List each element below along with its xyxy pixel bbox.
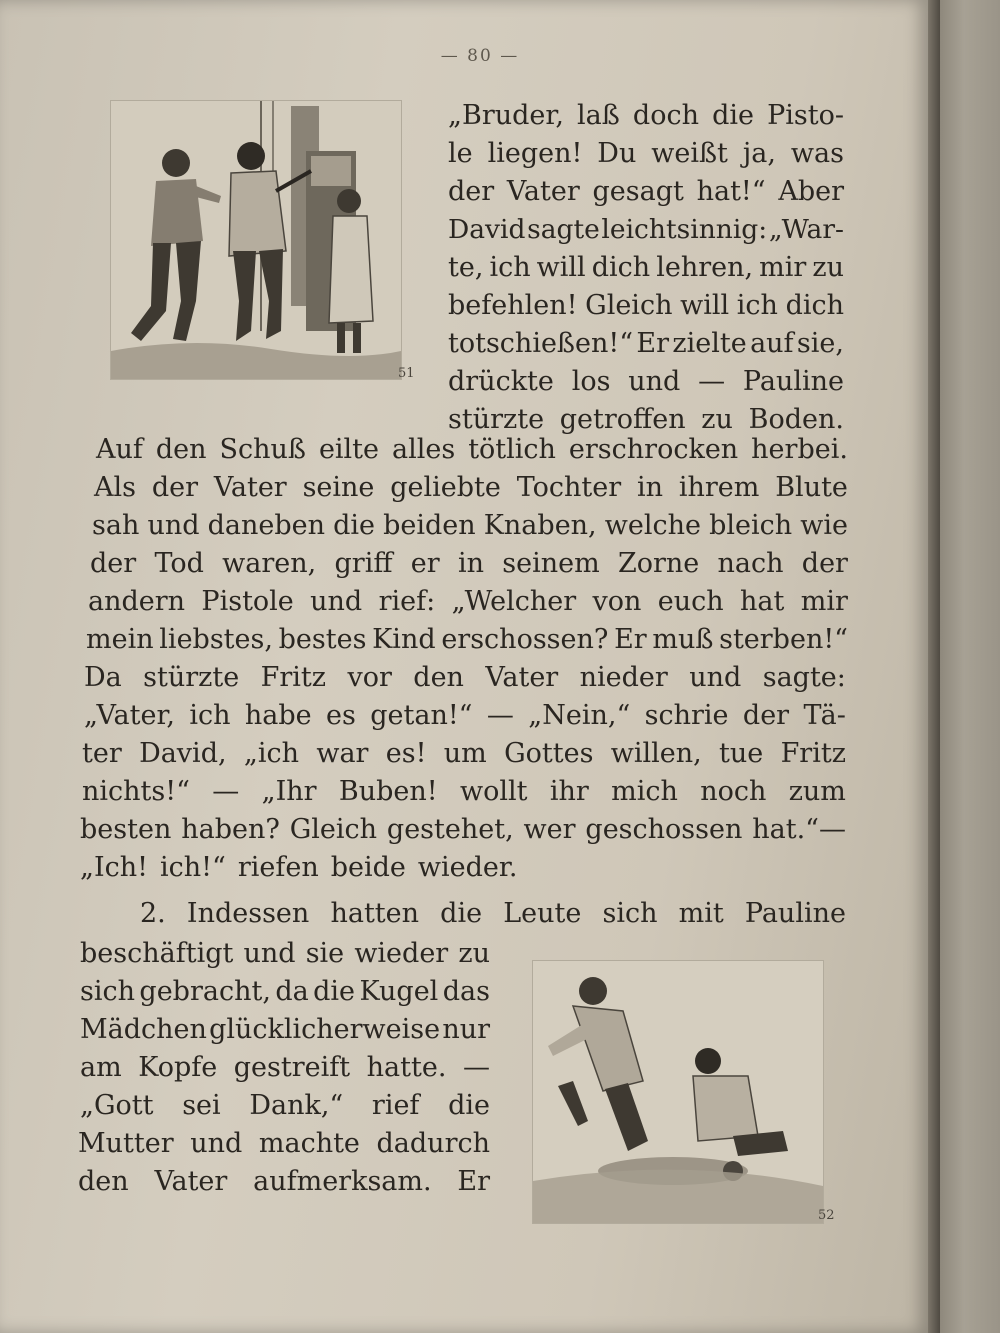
text-line: andern Pistole und rief: „Welcher von euch hat mir (88, 586, 848, 617)
text-line: Da stürzte Fritz vor den Vater nieder und sagte: (84, 662, 846, 693)
text-line: Mädchen glücklicherweise nur (80, 1014, 490, 1045)
text-line: „Ich! ich!“ riefen beide wieder. (80, 852, 518, 883)
text-line: mein liebstes, bestes Kind erschossen? Er muß sterben!“ (86, 624, 848, 655)
figure-number: 52 (818, 1208, 835, 1223)
text-line: te, ich will dich lehren, mir zu (448, 252, 844, 283)
text-line: der Tod waren, griff er in seinem Zorne nach der (90, 548, 848, 579)
text-line: Auf den Schuß eilte alles tötlich erschrocken herbei. (96, 434, 848, 465)
page-number: — 80 — (440, 46, 520, 66)
text-line: 2. Indessen hatten die Leute sich mit Pauline (140, 898, 846, 929)
text-line: „Gott sei Dank,“ rief die (80, 1090, 490, 1121)
text-line: sah und daneben die beiden Knaben, welche bleich wie (92, 510, 848, 541)
text-line: nichts!“ — „Ihr Buben! wollt ihr mich noch zum (82, 776, 846, 807)
text-line: befehlen! Gleich will ich dich (448, 290, 844, 321)
text-line: Mutter und machte dadurch (78, 1128, 490, 1159)
text-line: stürzte getroffen zu Boden. (448, 404, 844, 435)
text-line: drückte los und — Pauline (448, 366, 844, 397)
figure-number: 51 (398, 366, 415, 381)
text-line: totschießen!“ Er zielte auf sie, (448, 328, 844, 359)
text-line: „Vater, ich habe es getan!“ — „Nein,“ schrie der Tä- (84, 700, 846, 731)
text-line: David sagte leichtsinnig: „War- (448, 214, 844, 245)
text-line: „Bruder, laß doch die Pisto- (448, 100, 844, 131)
text-line: den Vater aufmerksam. Er (78, 1166, 490, 1197)
text-line: sich gebracht, da die Kugel das (80, 976, 490, 1007)
text-line: Als der Vater seine geliebte Tochter in ihrem Blute (94, 472, 848, 503)
next-page-edge (940, 0, 1000, 1333)
text-line: besten haben? Gleich gestehet, wer geschossen hat.“— (80, 814, 846, 845)
text-line: der Vater gesagt hat!“ Aber (448, 176, 844, 207)
page-number-value: 80 (467, 46, 493, 66)
text-line: beschäftigt und sie wieder zu (80, 938, 490, 969)
text-line: le liegen! Du weißt ja, was (448, 138, 844, 169)
text-line: ter David, „ich war es! um Gottes willen, tue Fritz (82, 738, 846, 769)
text-line: am Kopfe gestreift hatte. — (80, 1052, 490, 1083)
